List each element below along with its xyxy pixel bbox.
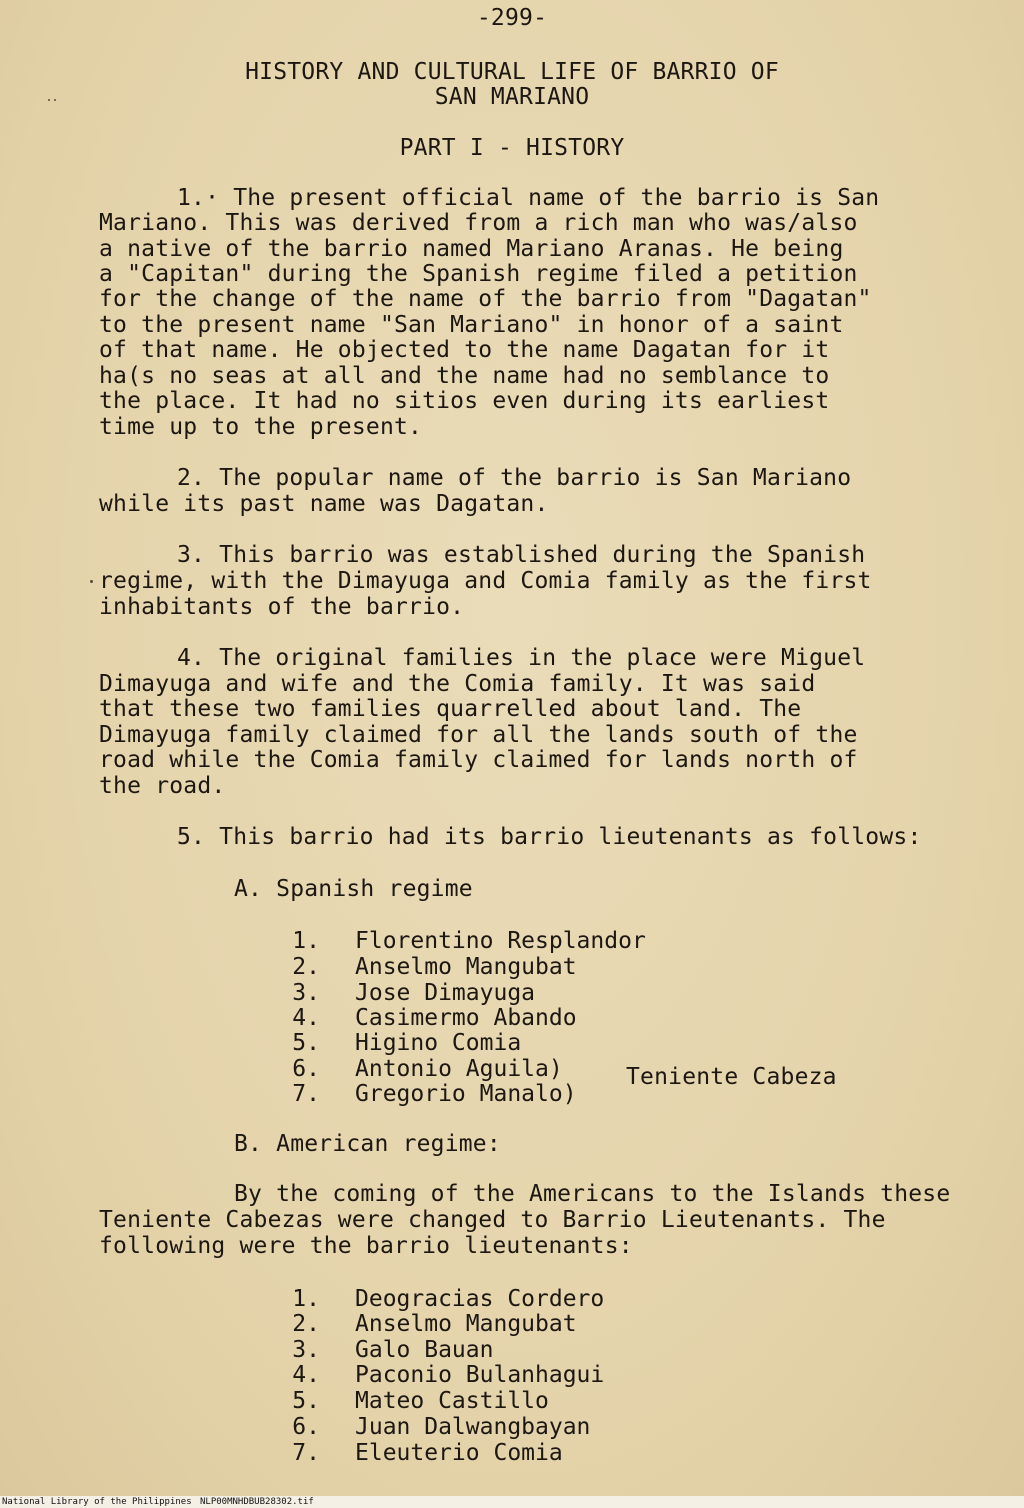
- paragraph-line: to the present name "San Mariano" in honor of a saint: [99, 312, 844, 338]
- paragraph-line: regime, with the Dimayuga and Comia family as the first: [99, 568, 872, 594]
- paragraph-line: the road.: [99, 773, 226, 799]
- list-item-name: Juan Dalwangbayan: [355, 1414, 591, 1440]
- paragraph-line: road while the Comia family claimed for lands north of: [99, 747, 858, 773]
- paragraph-line: while its past name was Dagatan.: [99, 491, 549, 517]
- list-item-name: Galo Bauan: [355, 1337, 494, 1363]
- section-a-heading: A. Spanish regime: [234, 876, 473, 902]
- list-item-number: 3.: [292, 980, 320, 1006]
- list-item-name: Eleuterio Comia: [355, 1440, 563, 1466]
- list-item-name: Anselmo Mangubat: [355, 954, 577, 980]
- paragraph-line: a native of the barrio named Mariano Aranas. He being: [99, 236, 844, 262]
- list-item-number: 6.: [292, 1056, 320, 1082]
- list-item-name: Antonio Aguila): [355, 1056, 563, 1082]
- list-item-number: 5.: [292, 1030, 320, 1056]
- paragraph-line: that these two families quarrelled about land. The: [99, 696, 802, 722]
- list-item-number: 1.: [292, 928, 320, 954]
- document-title-line-2: SAN MARIANO: [434, 84, 590, 110]
- list-item-number: 4.: [292, 1005, 320, 1031]
- list-item-name: Anselmo Mangubat: [355, 1311, 577, 1337]
- document-title-line-1: HISTORY AND CULTURAL LIFE OF BARRIO OF: [245, 59, 779, 85]
- paragraph-line: following were the barrio lieutenants:: [99, 1233, 633, 1259]
- page-number: -299-: [476, 5, 548, 31]
- list-item-name: Gregorio Manalo): [355, 1081, 577, 1107]
- paragraph-line: 2. The popular name of the barrio is San Mariano: [177, 465, 852, 491]
- paragraph-line: Dimayuga family claimed for all the lands south of the: [99, 722, 858, 748]
- paragraph-line: By the coming of the Americans to the Islands these: [234, 1181, 951, 1207]
- margin-mark: [90, 580, 93, 583]
- scan-footer: [0, 1496, 1024, 1508]
- paragraph-line: a "Capitan" during the Spanish regime filed a petition: [99, 261, 858, 287]
- part-heading: PART I - HISTORY: [399, 135, 625, 161]
- list-item-number: 2.: [292, 954, 320, 980]
- list-item-name: Deogracias Cordero: [355, 1286, 605, 1312]
- list-item-number: 2.: [292, 1311, 320, 1337]
- list-item-name: Casimermo Abando: [355, 1005, 577, 1031]
- paragraph-line: of that name. He objected to the name Dagatan for it: [99, 337, 830, 363]
- paragraph-line: time up to the present.: [99, 414, 423, 440]
- margin-mark: [54, 99, 56, 101]
- teniente-cabeza-note: Teniente Cabeza: [626, 1064, 837, 1090]
- footer-library: National Library of the Philippines: [2, 1497, 192, 1507]
- paragraph-line: inhabitants of the barrio.: [99, 594, 465, 620]
- list-item-number: 1.: [292, 1286, 320, 1312]
- footer-filename: NLP00MNHDBUB28302.tif: [200, 1497, 314, 1507]
- list-item-number: 6.: [292, 1414, 320, 1440]
- paragraph-line: Teniente Cabezas were changed to Barrio Lieutenants. The: [99, 1207, 886, 1233]
- list-item-name: Paconio Bulanhagui: [355, 1362, 605, 1388]
- paragraph-line: 4. The original families in the place were Miguel: [177, 645, 866, 671]
- margin-mark: [48, 99, 50, 101]
- list-item-number: 7.: [292, 1081, 320, 1107]
- list-item-name: Florentino Resplandor: [355, 928, 646, 954]
- paragraph-line: Dimayuga and wife and the Comia family. It was said: [99, 671, 816, 697]
- paragraph-line: Mariano. This was derived from a rich man who was/also: [99, 210, 858, 236]
- list-item-name: Jose Dimayuga: [355, 980, 536, 1006]
- paragraph-5-intro: 5. This barrio had its barrio lieutenants as follows:: [177, 824, 922, 850]
- paragraph-line: the place. It had no sitios even during its earliest: [99, 388, 830, 414]
- paragraph-line: 3. This barrio was established during the Spanish: [177, 542, 866, 568]
- list-item-number: 3.: [292, 1337, 320, 1363]
- list-item-number: 5.: [292, 1388, 320, 1414]
- list-item-name: Mateo Castillo: [355, 1388, 549, 1414]
- list-item-name: Higino Comia: [355, 1030, 522, 1056]
- section-b-heading: B. American regime:: [234, 1131, 501, 1157]
- list-item-number: 4.: [292, 1362, 320, 1388]
- paragraph-line: 1.· The present official name of the barrio is San: [177, 185, 880, 211]
- paragraph-line: ha(s no seas at all and the name had no semblance to: [99, 363, 830, 389]
- paragraph-line: for the change of the name of the barrio from "Dagatan": [99, 286, 872, 312]
- list-item-number: 7.: [292, 1440, 320, 1466]
